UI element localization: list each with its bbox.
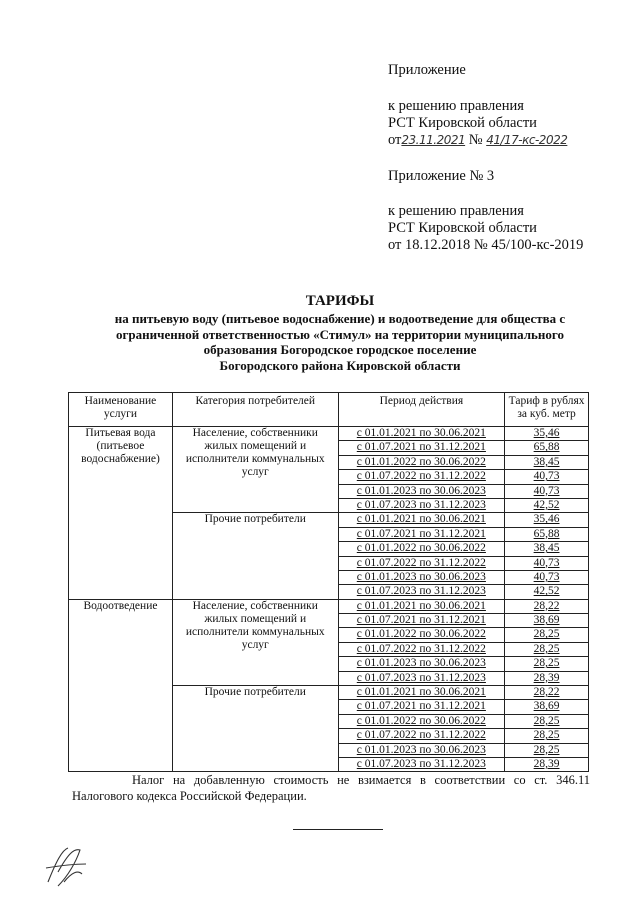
- number-label: №: [468, 132, 483, 148]
- tariff-cell: 28,25: [505, 642, 589, 656]
- period-cell: с 01.01.2023 по 30.06.2023: [338, 743, 505, 757]
- tariff-cell: 38,45: [505, 455, 589, 469]
- subtitle-line: ограниченной ответственностью «Стимул» на территории муниципального: [116, 326, 564, 342]
- header-category: Категория потребителей: [172, 393, 338, 427]
- period-cell: с 01.07.2021 по 31.12.2021: [338, 700, 505, 714]
- tariff-cell: 40,73: [505, 470, 589, 484]
- period-cell: с 01.01.2021 по 30.06.2021: [338, 599, 505, 613]
- tariff-table: [68, 392, 589, 772]
- tariff-cell: 35,46: [505, 427, 589, 441]
- decision-line: РСТ Кировской области: [388, 115, 537, 131]
- tariff-cell: 28,22: [505, 599, 589, 613]
- tariff-cell: 28,25: [505, 628, 589, 642]
- header-tariff: Тариф в рублях за куб. метр: [505, 393, 589, 427]
- period-cell: с 01.07.2023 по 31.12.2023: [338, 585, 505, 599]
- service-name: Водоотведение: [69, 599, 173, 772]
- consumer-category: Население, собственники жилых помещений и исполнители коммунальных услуг: [172, 427, 338, 513]
- subtitle-line: Богородского района Кировской области: [219, 357, 461, 373]
- period-cell: с 01.01.2023 по 30.06.2023: [338, 484, 505, 498]
- tariff-cell: 42,52: [505, 585, 589, 599]
- period-cell: с 01.07.2023 по 31.12.2023: [338, 671, 505, 685]
- period-cell: с 01.07.2022 по 31.12.2022: [338, 729, 505, 743]
- table-row: [69, 427, 589, 441]
- consumer-category: Прочие потребители: [172, 686, 338, 772]
- tariff-cell: 28,25: [505, 729, 589, 743]
- period-cell: с 01.07.2022 по 31.12.2022: [338, 642, 505, 656]
- period-cell: с 01.07.2023 по 31.12.2023: [338, 757, 505, 771]
- decision-line: к решению правления: [388, 203, 524, 219]
- period-cell: с 01.01.2021 по 30.06.2021: [338, 427, 505, 441]
- tariff-cell: 40,73: [505, 570, 589, 584]
- period-cell: с 01.07.2022 по 31.12.2022: [338, 556, 505, 570]
- header-period: Период действия: [338, 393, 505, 427]
- period-cell: с 01.01.2022 по 30.06.2022: [338, 542, 505, 556]
- tariff-cell: 28,25: [505, 714, 589, 728]
- tariff-cell: 28,25: [505, 743, 589, 757]
- tariff-cell: 28,22: [505, 686, 589, 700]
- table-header-row: [69, 393, 589, 427]
- handwritten-number: 41/17-кс-2022: [486, 133, 568, 147]
- divider-line: [293, 829, 383, 830]
- appendix-label: Приложение: [388, 62, 466, 78]
- tariff-cell: 38,45: [505, 542, 589, 556]
- tariff-cell: 42,52: [505, 498, 589, 512]
- decision-line: к решению правления: [388, 98, 524, 114]
- signature-icon: [38, 842, 94, 892]
- tariff-cell: 28,39: [505, 757, 589, 771]
- period-cell: с 01.01.2022 по 30.06.2022: [338, 628, 505, 642]
- tariff-cell: 35,46: [505, 513, 589, 527]
- tariff-cell: 38,69: [505, 700, 589, 714]
- period-cell: с 01.01.2023 по 30.06.2023: [338, 570, 505, 584]
- tariff-cell: 28,39: [505, 671, 589, 685]
- prefix: от: [388, 132, 402, 148]
- decision-line: от 18.12.2018 № 45/100-кс-2019: [388, 237, 584, 253]
- document-title: ТАРИФЫ: [305, 293, 375, 309]
- period-cell: с 01.07.2023 по 31.12.2023: [338, 498, 505, 512]
- period-cell: с 01.01.2022 по 30.06.2022: [338, 714, 505, 728]
- appendix-number: Приложение № 3: [388, 168, 495, 184]
- decision-reference: [388, 132, 567, 149]
- tariff-cell: 65,88: [505, 441, 589, 455]
- table-body: [69, 427, 589, 772]
- period-cell: с 01.07.2022 по 31.12.2022: [338, 470, 505, 484]
- tariff-cell: 38,69: [505, 614, 589, 628]
- tariff-cell: 28,25: [505, 657, 589, 671]
- handwritten-date: 23.11.2021: [401, 133, 466, 147]
- period-cell: с 01.01.2022 по 30.06.2022: [338, 455, 505, 469]
- consumer-category: Прочие потребители: [172, 513, 338, 599]
- header-service: Наименование услуги: [69, 393, 173, 427]
- table-row: [69, 599, 589, 613]
- tariff-cell: 40,73: [505, 484, 589, 498]
- tariff-cell: 40,73: [505, 556, 589, 570]
- service-name: Питьевая вода (питьевое водоснабжение): [69, 427, 173, 600]
- period-cell: с 01.01.2021 по 30.06.2021: [338, 686, 505, 700]
- period-cell: с 01.01.2021 по 30.06.2021: [338, 513, 505, 527]
- subtitle-line: образования Богородское городское поселение: [203, 342, 477, 357]
- document-subtitle: [60, 311, 620, 373]
- period-cell: с 01.01.2023 по 30.06.2023: [338, 657, 505, 671]
- consumer-category: Население, собственники жилых помещений и исполнители коммунальных услуг: [172, 599, 338, 685]
- decision-line: РСТ Кировской области: [388, 220, 537, 236]
- period-cell: с 01.07.2021 по 31.12.2021: [338, 441, 505, 455]
- period-cell: с 01.07.2021 по 31.12.2021: [338, 614, 505, 628]
- vat-footnote: Налог на добавленную стоимость не взимается в соответствии со ст. 346.11 Налогового кодекса Российской Федерации.: [72, 773, 590, 803]
- period-cell: с 01.07.2021 по 31.12.2021: [338, 527, 505, 541]
- subtitle-line: на питьевую воду (питьевое водоснабжение) и водоотведение для общества с: [114, 311, 566, 326]
- tariff-cell: 65,88: [505, 527, 589, 541]
